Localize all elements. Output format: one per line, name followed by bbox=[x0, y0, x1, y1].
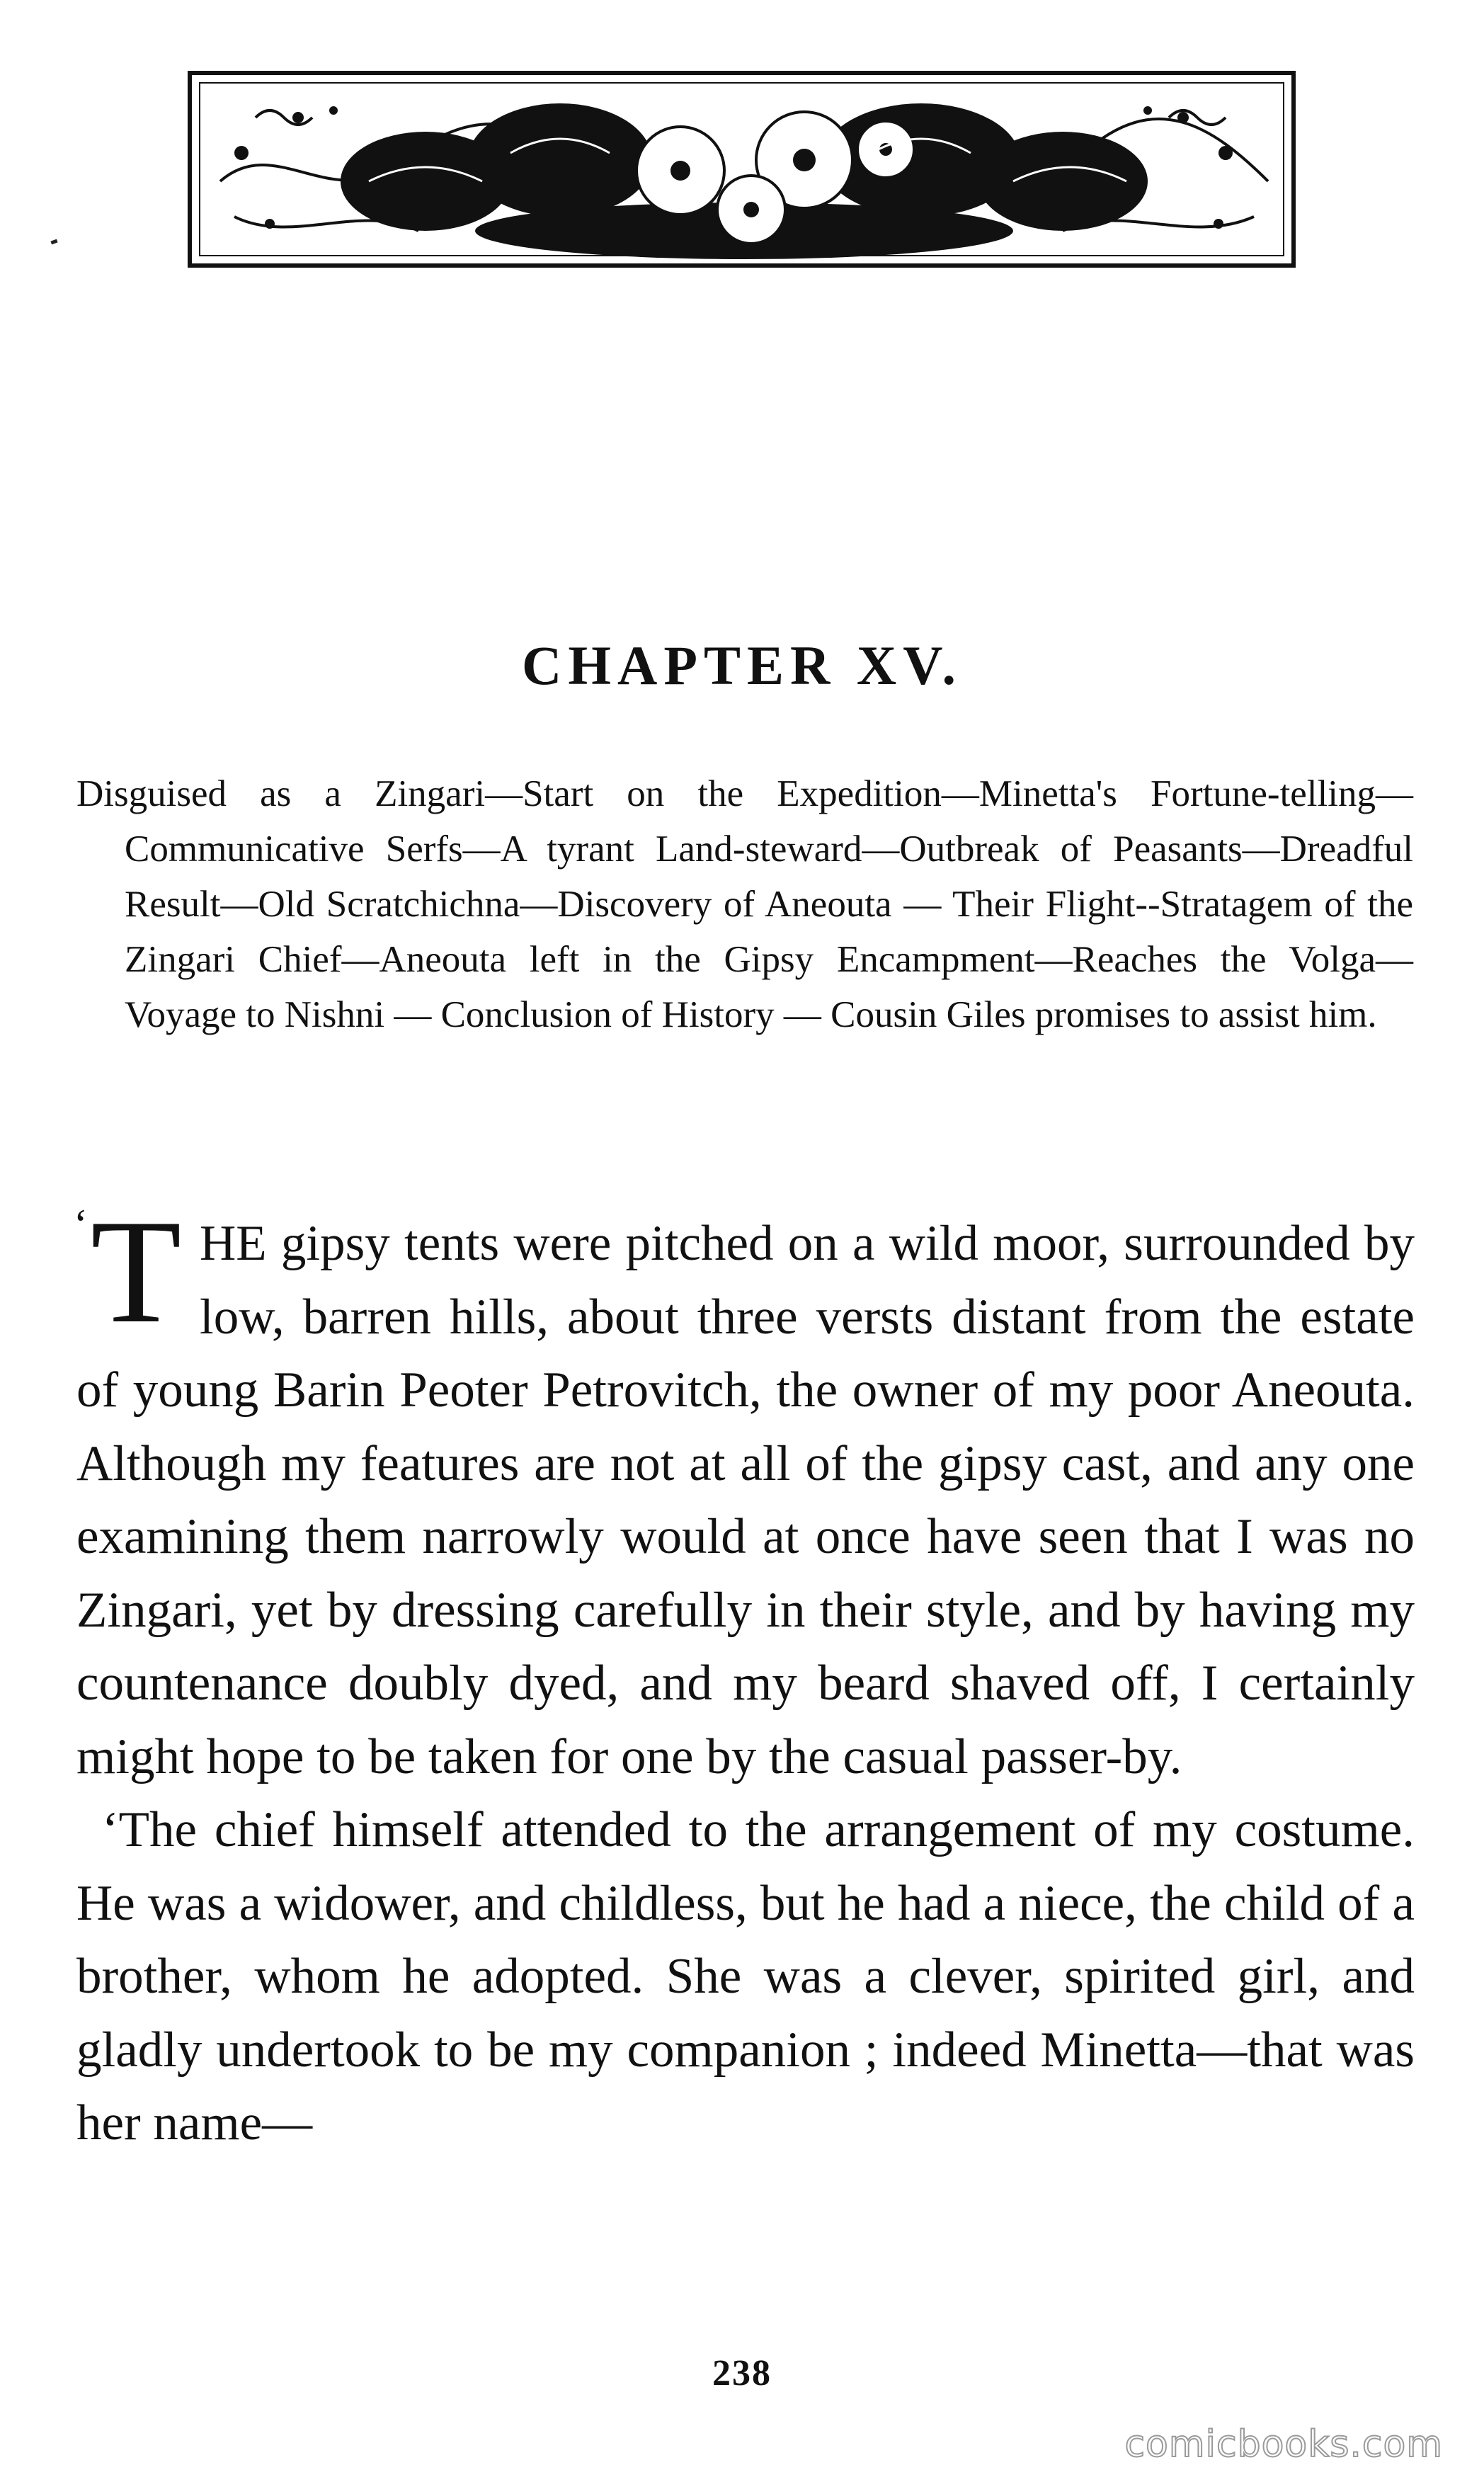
paragraph-2: ‘The chief himself attended to the arrangement of my costume. He was a widower, and childless, but he had a niece, the child of a brother, whom he adopted. She was a clever, spirited girl, and gladly undertook to be my companion ; indeed Minetta—that was her name— bbox=[76, 1802, 1415, 2151]
stray-ink-mark bbox=[50, 239, 57, 245]
floral-ornament-drawing bbox=[192, 75, 1291, 263]
floral-ornament-icon bbox=[188, 71, 1296, 268]
body-text bbox=[74, 1190, 1415, 2160]
chapter-summary: Disguised as a Zingari—Start on the Expedition—Minetta's Fortune-telling—Communicative Serfs—A tyrant Land-steward—Outbreak of Peasants—Dreadful Result—Old Scratchichna—Discovery of Aneouta — Their Flight--Stratagem of the Zingari Chief—Aneouta left in the Gipsy Encampment—Reaches the Volga—Voyage to Nishni — Conclusion of History — Cousin Giles promises to assist him. bbox=[76, 773, 1413, 1035]
drop-cap-quote: ‘ bbox=[74, 1201, 88, 1248]
watermark: comicbooks.com bbox=[1124, 2423, 1443, 2466]
paragraph-1 bbox=[74, 1190, 1415, 1794]
chapter-title: CHAPTER XV. bbox=[522, 634, 962, 696]
drop-cap-letter: T bbox=[91, 1190, 182, 1354]
page-number: 238 bbox=[712, 2353, 772, 2393]
drop-cap bbox=[74, 1190, 187, 1354]
paragraph-1-text: HE gipsy tents were pitched on a wild moor, surrounded by low, barren hills, about three versts distant from the estate of young Barin Peoter Petrovitch, the owner of my poor Aneouta. Although my features are not at all of the gipsy cast, and any one examining them narrowly would at once have seen that I was no Zingari, yet by dressing carefully in their style, and by having my countenance doubly dyed, and my beard shaved off, I certainly might hope to be taken for one by the casual passer-by. bbox=[76, 1216, 1415, 1784]
